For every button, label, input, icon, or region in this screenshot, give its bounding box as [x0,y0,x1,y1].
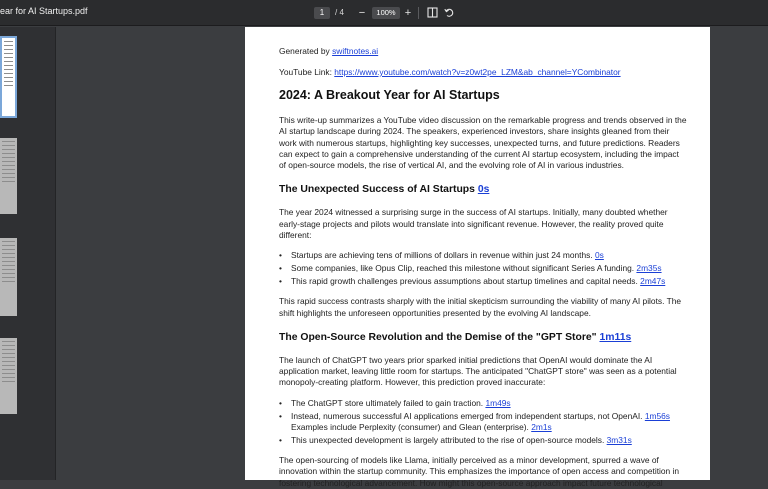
document-title-heading: 2024: A Breakout Year for AI Startups [279,88,500,102]
timestamp-link[interactable]: 2m35s [636,263,662,274]
zoom-level-field[interactable]: 100% [372,7,400,19]
list-item: • The ChatGPT store ultimately failed to gain traction. 1m49s [279,398,688,409]
timestamp-link[interactable]: 1m49s [485,397,511,408]
timestamp-link[interactable]: 2m47s [640,275,666,286]
generated-by-line: Generated by swiftnotes.ai [279,46,379,56]
timestamp-link[interactable]: 3m31s [606,434,632,445]
section1-bullet-list [279,250,688,287]
youtube-link-line: YouTube Link: https://www.youtube.com/watch?v=z0wt2pe_LZM&ab_channel=YCombinator [279,67,621,77]
pdf-toolbar [0,0,768,26]
section-heading-unexpected-success: The Unexpected Success of AI Startups 0s [279,184,490,196]
list-item: • This rapid growth challenges previous assumptions about startup timelines and capital needs. 2m47s [279,276,688,287]
document-viewer[interactable] [56,27,768,488]
intro-paragraph: This write-up summarizes a YouTube video discussion on the remarkable progress and trends observed in the AI startup landscape during 2024. The speakers, experienced investors, share insights gleaned from their work with numerous startups, highlighting key successes, unexpected turns, and future predictions. Readers can expect to gain a comprehensive understanding of the current AI startup ecosystem, including the impact of open-source models, the rise of vertical AI, and the evolving role of AI in various industries. [279,115,687,171]
list-item: • Instead, numerous successful AI applications emerged from independent startups, not OpenAI. 1m56s Examples include Perplexity (consumer) and Glean (enterprise). 2m1s [279,411,688,434]
section2-paragraph: The launch of ChatGPT two years prior sparked initial predictions that OpenAI would dominate the AI application market, leaving little room for startups. The anticipated "ChatGPT store" was seen as a potential monopoly-creating platform. However, this prediction proved inaccurate: [279,354,677,388]
page-thumbnail-4[interactable] [0,338,17,414]
list-item: • Some companies, like Opus Clip, reached this milestone without significant Series A funding. 2m35s [279,263,688,274]
page-thumbnail-3[interactable] [0,238,17,316]
timestamp-link[interactable]: 1m56s [644,410,670,421]
section1-closing-paragraph: This rapid success contrasts sharply with the initial skepticism surrounding the viability of many AI pilots. The shift highlights the unforeseen opportunities presented by the evolving AI landscape. [279,296,682,318]
page-count: / 4 [335,8,344,17]
pdf-page [245,27,710,488]
youtube-link[interactable]: https://www.youtube.com/watch?v=z0wt2pe_LZM&ab_channel=YCombinator [334,67,621,77]
zoom-in-button[interactable]: + [404,7,412,19]
zoom-out-button[interactable]: − [358,7,366,19]
timestamp-link[interactable]: 0s [477,184,490,196]
timestamp-link[interactable]: 2m1s [531,421,552,432]
section-heading-open-source: The Open-Source Revolution and the Demise of the "GPT Store" 1m11s [279,331,632,343]
timestamp-link[interactable]: 0s [594,250,604,261]
page-number-input[interactable]: 1 [314,7,330,19]
page-thumbnail-1[interactable] [0,36,17,118]
section1-paragraph: The year 2024 witnessed a surprising surge in the success of AI startups. Initially, many doubted whether early-stage projects and pilots would translate into significant revenue. However, the reality proved quite different: [279,207,668,241]
swiftnotes-link[interactable]: swiftnotes.ai [332,46,379,56]
section2-bullet-list [279,398,688,446]
thumbnail-sidebar[interactable] [0,27,56,480]
section2-closing-paragraph: The open-sourcing of models like Llama, initially perceived as a minor development, spurred a wave of innovation within the startup community. This emphasizes the importance of open access and competition in fostering technological advancement. How might this open-source approach impact future technological [279,454,680,488]
document-title: ear for AI Startups.pdf [0,6,88,16]
toolbar-divider [418,7,419,19]
list-item: • This unexpected development is largely attributed to the rise of open-source models. 3m31s [279,435,688,446]
list-item: • Startups are achieving tens of millions of dollars in revenue within just 24 months. 0s [279,250,688,261]
fit-page-icon[interactable] [425,5,439,21]
page-thumbnail-2[interactable] [0,138,17,214]
rotate-icon[interactable] [442,5,456,21]
timestamp-link[interactable]: 1m11s [599,331,632,343]
